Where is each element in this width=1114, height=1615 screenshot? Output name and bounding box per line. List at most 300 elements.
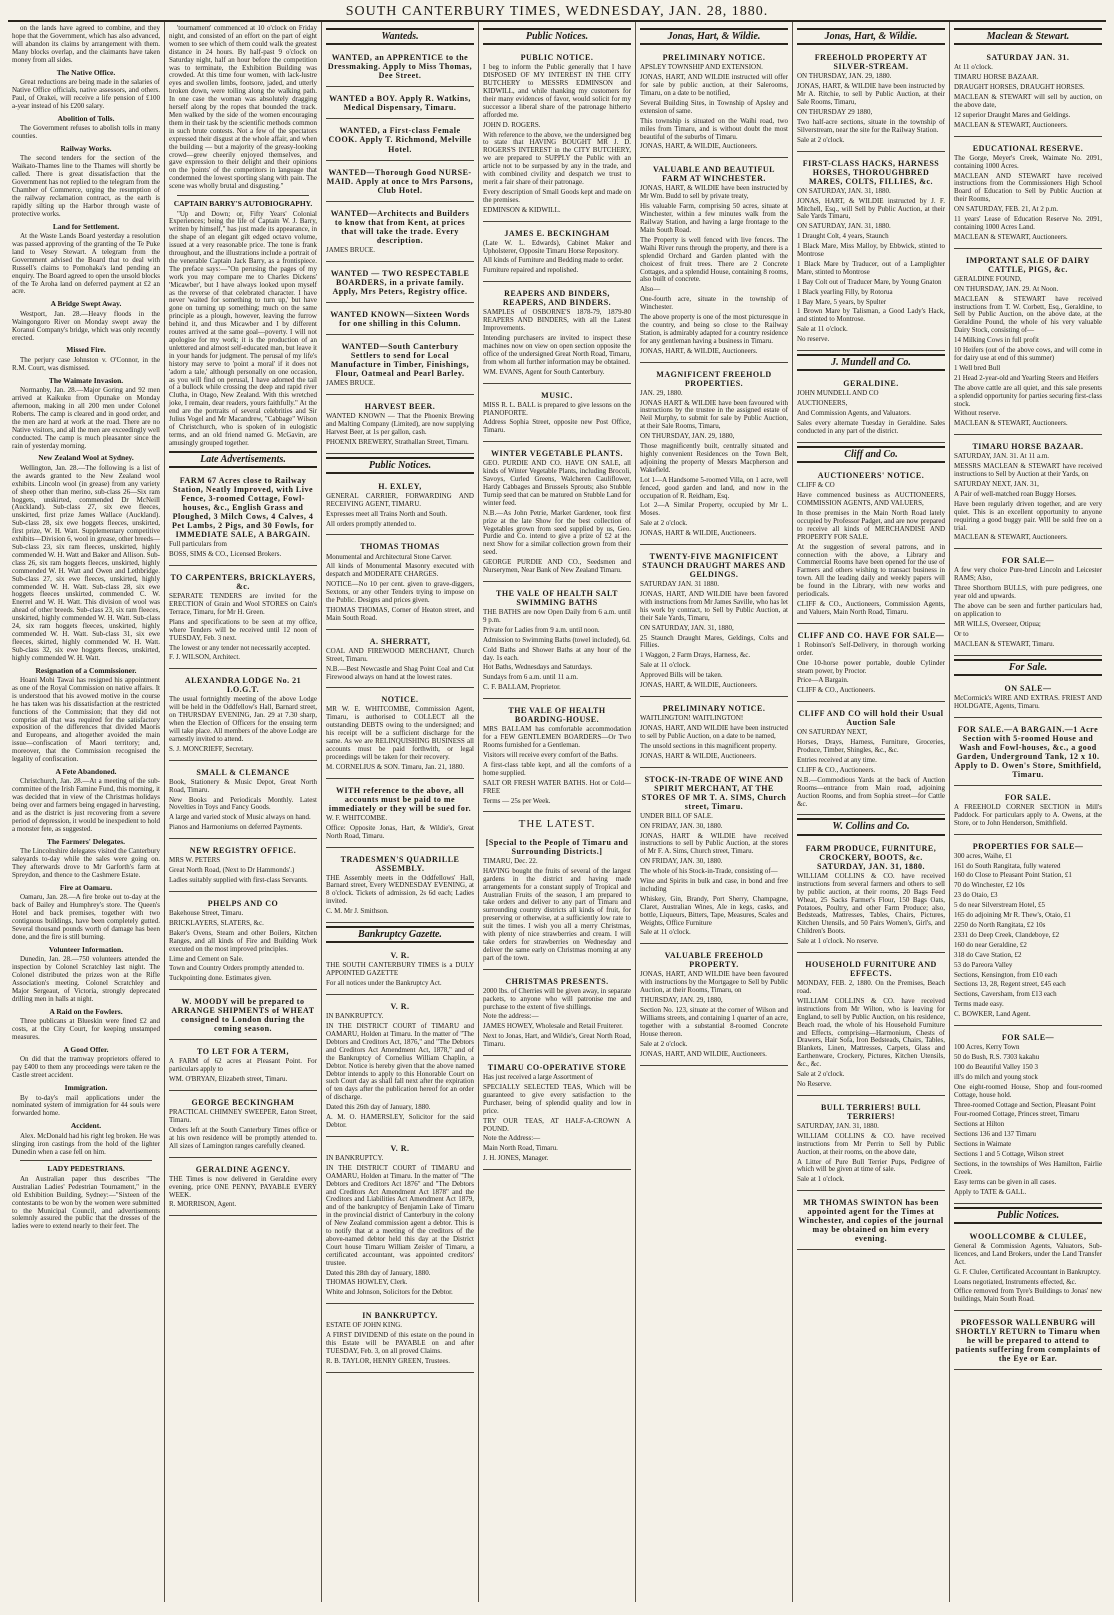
ad-text: THOMAS HOWLEY, Clerk. xyxy=(326,1278,408,1287)
ad-text: The above property is one of the most picturesque in the country, and being so close to the Railway Station, is admirably adapted for a country residence for any gentleman having a business in Timaru. xyxy=(640,313,788,345)
ad-title: FARM 67 Acres close to Railway Station, Neatly Improved, with Live Fence, 3-roomed Cottage, Fowl-houses, &c., English Grass and Ploughed, 3 Milch Cows, 4 Calves, 4 Pet Lambs, 2 Pigs, and 30 Fowls, for IMMEDIATE SALE, A BARGAIN. xyxy=(172,475,314,540)
ad-text: AUCTIONEERS, xyxy=(797,399,848,408)
advertisement xyxy=(954,552,1102,655)
ad-text: 1 Brown Mare by Talisman, a Good Lady's Hack, and stinted to Montrose. xyxy=(797,307,945,324)
ad-text: IN BANKRUPTCY. xyxy=(326,1153,384,1162)
advertisement xyxy=(326,49,474,87)
ad-text: JONAS, HART, AND WILDIE have been favoured with instructions by the Mortgagee to Sell by Public Auction, at their Rooms, Timaru, on xyxy=(640,970,788,995)
ad-text: Have commenced business as AUCTIONEERS, COMMISSION AGENTS, AND VALUERS, xyxy=(797,491,945,508)
ad-text: MESSRS MACLEAN & STEWART have received instructions to Sell by Auction at their Yards, on xyxy=(954,462,1102,479)
advertisement xyxy=(797,705,945,815)
ad-text: Four-roomed Cottage, Princes street, Timaru xyxy=(954,1110,1080,1119)
ad-title: EDUCATIONAL RESERVE. xyxy=(972,143,1084,153)
ad-text: MONDAY, FEB. 2, 1880. On the Premises, Beach road. xyxy=(797,979,945,995)
ad-text: Sections, in the townships of Wes Hamilton, Fairlie Creek. xyxy=(954,1159,1102,1176)
ad-text: PHOENIX BREWERY, Strathallan Street, Timaru. xyxy=(326,437,469,446)
column-heading: Public Notices. xyxy=(483,28,631,45)
ad-text: Book, Stationery & Music Depot, Great North Road, Timaru. xyxy=(169,777,317,794)
ad-text: HAVING bought the fruits of several of the largest gardens in the district and having made arrangements for a constant supply of Tropical and Australian Fruits of the season, I am prepared to take orders and deliver to any part of Timaru and surrounding country districts all kinds of fruit, for preserving or otherwise, at a sufficiently low rate to suit the times. I wish you all a merry Christmas, with plenty of nice strawberries and cream. I will take orders for strawberries on Wednesday and deliver the same early on Christmas morning at any part of the town. xyxy=(483,866,631,962)
ad-text: 1 Black Mare by Traducer, out of a Lamplighter Mare, stinted to Montrose xyxy=(797,259,945,276)
advertisement xyxy=(326,122,474,160)
ad-text: MACLEAN & STEWART have received instructions from T. W. Corbett, Esq., Geraldine, to Sell by Public Auction, on the above date, at the Geraldine Pound, the whole of his very valuable Dairy Stock, consisting of— xyxy=(954,294,1102,335)
ad-text: Hot Baths, Wednesdays and Saturdays. xyxy=(483,663,593,672)
ad-text: WM. O'BRYAN, Elizabeth street, Timaru. xyxy=(169,1075,288,1084)
ad-text: 1 Bay Mare, 5 years, by Spulter xyxy=(797,297,887,306)
ad-text: Terms — 25s per Week. xyxy=(483,796,551,805)
column-1 xyxy=(8,22,165,1602)
ad-title: FOR SALE. xyxy=(1004,792,1052,802)
ad-text: ON SATURDAY, JAN. 31, 1880. xyxy=(797,186,891,195)
ad-text: ON THURSDAY 29 1880, xyxy=(797,107,873,116)
ad-text: JAMES HOWEY, Wholesale and Retail Fruiterer. xyxy=(483,1022,623,1031)
advertisement xyxy=(640,947,788,1065)
ad-text: A few very choice Pure-bred Lincoln and Leicester RAMS; Also, xyxy=(954,566,1102,583)
ad-title: NOTICE. xyxy=(381,695,419,705)
ad-text: Sale at 2 o'clock. xyxy=(640,1039,688,1048)
ad-text: MACLEAN & STEWART, Auctioneers. xyxy=(954,419,1068,428)
ad-text: SAMPLES of OSBORNE'S 1878-79, 1879-80 REAPERS AND BINDERS, with all the Latest Improvements. xyxy=(483,308,631,333)
ad-text: 21 Head 2-year-old and Yearling Steers and Heifers xyxy=(954,373,1099,382)
ad-title: MAGNIFICENT FREEHOLD PROPERTIES. xyxy=(656,369,772,388)
advertisement xyxy=(954,680,1102,718)
ad-text: Office: Opposite Jonas, Hart, & Wildie's, Great North Road, Timaru. xyxy=(326,823,474,840)
ad-text: JONAS, HART & WILDIE, Auctioneers. xyxy=(640,751,757,760)
ad-text: Sundays from 6 a.m. until 11 a.m. xyxy=(483,673,579,682)
ad-title: TIMARU CO-OPERATIVE STORE xyxy=(487,1063,627,1073)
advertisement xyxy=(326,164,474,202)
advertisement xyxy=(169,895,317,990)
ad-text: A FIRST DIVIDEND of this estate on the pound in this Estate will be PAYABLE on and after TUESDAY, Feb. 3, on all proved Claims. xyxy=(326,1331,474,1356)
ad-text: TIMARU HORSE BAZAAR. xyxy=(954,73,1039,82)
article-paragraph: Christchurch, Jan. 28.—At a meeting of the sub-committee of the Irish Famine Fund, this morning, it was decided that in view of the Christmas holidays being over and farmers being engaged in harvesting, and as the district is just recovering from a severe period of depression, it would be inexpedient to hold a monster fete, as suggested. xyxy=(12,777,160,833)
ad-title: V. R. xyxy=(390,1002,410,1012)
column-heading: W. Collins and Co. xyxy=(797,818,945,835)
advertisement xyxy=(326,398,474,454)
ad-text: WILLIAM COLLINS & CO. have received instructions from Mr Wilton, who is leaving for England, to sell by Public Auction, on his residence, Beach road, the whole of his Household Furniture and Effects, comprising—Harmonium, Chests of Drawers, Hair Sofa, Iron Bedsteads, Chairs, Tables, Blankets, Linen, Mattresses, Carpets, Glass and Earthenware, Crockery, Pictures, Kitchen Utensils, &c., &c. xyxy=(797,996,945,1069)
ad-text: Full particulars from xyxy=(169,540,227,549)
advertisement xyxy=(169,672,317,760)
ad-title: TRADESMEN'S QUADRILLE ASSEMBLY. xyxy=(340,854,460,873)
advertisement xyxy=(797,956,945,1096)
ad-text: THOMAS THOMAS, Corner of Heaton street, and Main South Road. xyxy=(326,605,474,622)
ad-title: VALUABLE AND BEAUTIFUL FARM AT WINCHESTER. xyxy=(653,165,775,184)
ad-text: The Property is well fenced with live fences. The Waihi River runs through the property, and there is a splendid Orchard and Garden planted with the choicest of fruit trees. There are 2 Concrete Cottages, and a splendid House, containing 8 rooms, also built of concrete. xyxy=(640,235,788,284)
ad-text: EDMINSON & KIDWILL. xyxy=(483,205,561,214)
advertisement xyxy=(954,438,1102,549)
ad-text: THE SOUTH CANTERBURY TIMES is a DULY APPOINTED GAZETTE xyxy=(326,961,474,978)
section-heading: A Good Offer. xyxy=(63,1044,109,1054)
advertisement xyxy=(326,947,474,995)
ad-text: At 11 o'clock. xyxy=(954,63,993,72)
ad-text: N.B.—Best Newcastle and Shag Point Coal and Cut Firewood always on hand at the lowest rates. xyxy=(326,664,474,681)
advertisement xyxy=(483,445,631,582)
ad-text: IN THE DISTRICT COURT of TIMARU and OAMARU, Holden at Timaru. In the matter of "The Debtors and Creditors Act 1876" and "The Debtors and Creditors Act Amendment Act 1878" and the Creditors and Liabilities Act Amendment Act 1879, and of the bankruptcy of Benjamin Lake of Timaru in the provincial district of Canterbury in the colony of New Zealand commission agent a debtor. This is to notify that at a meeting of the creditors of the above-named debtor held this day at the District Court house Timaru William Zeisler of Timaru, a certificated accountant, was appointed creditors' trustee. xyxy=(326,1163,474,1267)
ad-text: The above can be seen and further particulars had, on application to xyxy=(954,601,1102,618)
ad-text: 2250 do North Rangitata, £2 10s xyxy=(954,920,1046,929)
advertisement xyxy=(483,1059,631,1170)
ad-title: PUBLIC NOTICE. xyxy=(520,53,594,63)
ad-text: ON SATURDAY NEXT, xyxy=(797,728,867,737)
ad-text: Next to Jonas, Hart, and Wildie's, Great North Road, Timaru. xyxy=(483,1032,631,1049)
ad-text: One 10-horse power portable, double Cylinder steam power, by Proctor. xyxy=(797,658,945,675)
advertisement xyxy=(169,472,317,566)
advertisement xyxy=(797,1194,945,1250)
ad-text: MRS BALLAM has comfortable accommodation for a FEW GENTLEMEN BOARDERS—Or Two Rooms furnished for a Gentleman. xyxy=(483,725,631,750)
ad-text: C. F. BALLAM, Proprietor. xyxy=(483,683,561,692)
advertisement xyxy=(326,1307,474,1373)
advertisement xyxy=(483,973,631,1056)
ad-title: ON SALE— xyxy=(1004,683,1052,693)
advertisement xyxy=(640,161,788,362)
ad-text: SALT OR FRESH WATER BATHS. Hot or Cold—FREE xyxy=(483,778,631,795)
section-heading: The Farmers' Delegates. xyxy=(46,836,126,846)
advertisement xyxy=(483,387,631,443)
ad-text: Address Sophia Street, opposite new Post Office, Timaru. xyxy=(483,418,631,435)
ad-title: TWENTY-FIVE MAGNIFICENT STAUNCH DRAUGHT MARES AND GELDINGS. xyxy=(642,552,786,580)
ad-text: MISS R. L. BALL is prepared to give lessons on the PIANOFORTE. xyxy=(483,400,631,417)
ad-title: WANTED—South Canterbury Settlers to send for Local Manufacture in Timber, Finishings, Flour, Oatmeal and Pearl Barley. xyxy=(330,341,470,378)
section-heading: The Native Office. xyxy=(56,67,116,77)
advertisement xyxy=(326,478,474,536)
ad-title: V. R. xyxy=(390,951,410,961)
ad-text: G. F. Clulee, Certificated Accountant in Bankruptcy. xyxy=(954,1267,1101,1276)
ad-text: Private for Ladies from 9 a.m. until noon. xyxy=(483,625,600,634)
article-paragraph: By to-day's mail applications under the nominated system of immigration for 44 souls were forwarded home. xyxy=(12,1093,160,1118)
ad-text: ON FRIDAY, JAN. 30, 1880. xyxy=(640,821,723,830)
ad-text: A Pair of well-matched roan Buggy Horses. xyxy=(954,489,1077,498)
ad-title: PHELPS AND CO xyxy=(207,898,279,908)
ad-text: ON SATURDAY, JAN. 31, 1880, xyxy=(640,623,734,632)
ad-text: Visitors will receive every comfort of the Baths. xyxy=(483,750,618,759)
ad-text: 160 do Close to Pleasant Point Station, £1 xyxy=(954,871,1072,880)
ad-title: JAMES E. BECKINGHAM xyxy=(504,228,610,238)
article-paragraph: Great reductions are being made in the salaries of Native Office officials, native assessors, and others. Paul, of Orakei, will receive a life pension of £100 a-year instead of his £200 salary. xyxy=(12,78,160,110)
advertisement xyxy=(326,998,474,1137)
advertisement xyxy=(797,375,945,443)
column-heading: J. Mundell and Co. xyxy=(797,354,945,371)
section-heading: Missed Fire. xyxy=(66,345,106,355)
section-heading: Immigration. xyxy=(64,1083,108,1093)
ad-text: JONAS, HART, & WILDIE, Auctioneers. xyxy=(640,142,758,151)
ad-text: A. M. O. HAMERSLEY, Solicitor for the said Debtor. xyxy=(326,1113,474,1129)
advertisement xyxy=(169,1043,317,1091)
ad-text: C. BOWKER, Land Agent. xyxy=(954,1010,1031,1019)
article-paragraph: At the Waste Lands Board yesterday a resolution was passed approving of the granting of the Te Puke land to Vesey Stewart. A telegram from the Government advised the Board that to deal with Russell's claims to Pomohaka's land pending an enquiry. The Board agreed to open the unsold blocks of the Te Aroha land on deferred payment at £2 an acre. xyxy=(12,232,160,296)
ad-text: A FREEHOLD CORNER SECTION in Mill's Paddock. For particulars apply to A. Owens, at the Store, or to John Henderson, Smithfield. xyxy=(954,802,1102,827)
ad-title: FIRST-CLASS HACKS, HARNESS HORSES, THOROUGHBRED MARES, COLTS, FILLIES, &c. xyxy=(802,158,940,186)
ad-text: Note the Address:— xyxy=(483,1134,541,1143)
advertisement xyxy=(326,691,474,778)
article-paragraph: Dunedin, Jan. 28.—750 volunteers attended the inspection by Colonel Scratchley last night. The Colonel distributed the prizes won at the Rifle Association's meeting. Colonel Scratchley and Major Sergeaut, of Victoria, strongly deprecated drilling men in halls at night. xyxy=(12,955,160,1003)
ad-text: MR WILLS, Overseer, Otipua; xyxy=(954,619,1041,628)
ad-text: F. J. WILSON, Architect. xyxy=(169,653,241,662)
ad-title: NEW REGISTRY OFFICE. xyxy=(189,846,297,856)
ad-text: JONAS, HART & WILDIE, Auctioneers. xyxy=(640,529,757,538)
ad-text: Sections 136 and 137 Timaru xyxy=(954,1130,1037,1139)
article-paragraph: The Government refuses to abolish tolls in many counties. xyxy=(12,124,160,140)
ad-text: Lot 1—A Handsome 5-roomed Villa, on 1 acre, well fenced, good garden and land, and now in the occupation of R. Reidham, Esq. xyxy=(640,475,788,500)
ad-text: TRY OUR TEAS, AT HALF-A-CROWN A POUND. xyxy=(483,1116,631,1133)
ad-text: His valuable Farm, comprising 50 acres, situate at Winchester, within a few minutes walk from the Railway Station, and having a large frontage to the Main South Road. xyxy=(640,202,788,234)
ad-text: SATURDAY JAN. 31 1880. xyxy=(640,580,720,589)
ad-text: 100 Acres, Kerry Town xyxy=(954,1043,1020,1052)
ad-text: Approved Bills will be taken. xyxy=(640,671,723,680)
ad-text: Apply to TATE & GALL. xyxy=(954,1187,1027,1196)
ad-text: 25 Staunch Draught Mares, Geldings, Colts and Fillies. xyxy=(640,633,788,650)
ad-text: UNDER BILL OF SALE. xyxy=(640,811,713,820)
ad-text: Pianos and Harmoniums on deferred Payments. xyxy=(169,823,303,832)
advertisement xyxy=(326,1140,474,1304)
ad-text: Sale at 11 o'clock. xyxy=(640,661,691,670)
advertisement xyxy=(954,721,1102,786)
column-heading: Public Notices. xyxy=(954,1207,1102,1224)
ad-text: The Gorge, Meyer's Creek, Waimate No. 2091, containing 1000 Acres. xyxy=(954,153,1102,170)
ad-text: 1 Bay Colt out of Traducer Mare, by Young Gnaton xyxy=(797,277,942,286)
ad-text: Baker's Ovens, Steam and other Boilers, Kitchen Ranges, and all kinds of Fire and Building Work executed on the most improved principles. xyxy=(169,928,317,953)
ad-text: Entries received at any time. xyxy=(797,756,877,765)
ad-text: J. H. JONES, Manager. xyxy=(483,1154,549,1163)
ad-text: White and Johnson, Solicitors for the Debtor. xyxy=(326,1288,453,1297)
advertisement xyxy=(483,225,631,283)
ad-title: WANTED—Architects and Builders to know that from Kent, at prices that will take the trade. Every description. xyxy=(330,208,470,245)
ad-text: BOSS, SIMS & CO., Licensed Brokers. xyxy=(169,550,282,559)
ad-text: PRACTICAL CHIMNEY SWEEPER, Eaton Street, Timaru. xyxy=(169,1108,317,1125)
ad-text: Easy terms can be given in all cases. xyxy=(954,1177,1057,1186)
ad-text: I beg to inform the Public generally that I have DISPOSED OF MY INTEREST IN THE CITY BUTCHERY to MESSRS EDMINSON and KIDWILL, and while thanking my customers for their many evidences of favor, would solicit for my successor a liberal share of the patronage hitherto afforded me. xyxy=(483,63,631,119)
ad-text: Sale at 11 o'clock. xyxy=(640,928,691,937)
column-heading: Public Notices. xyxy=(326,457,474,474)
ad-text: Expresses meet all Trains North and South. xyxy=(326,509,448,518)
advertisement xyxy=(169,1161,317,1217)
ad-title: MR THOMAS SWINTON has been appointed agent for the Times at Winchester, and copies of the journal may be obtained on him every evening. xyxy=(798,1198,944,1244)
ad-text: 1 Waggon, 2 Farm Drays, Harness, &c. xyxy=(640,651,751,660)
advertisement xyxy=(954,838,1102,1026)
ad-text: MACLEAN & STEWART, Timaru. xyxy=(954,639,1055,648)
ad-title: GERALDINE. xyxy=(843,379,899,389)
ad-text: For all notices under the Bankruptcy Act. xyxy=(326,979,442,988)
column-7 xyxy=(950,22,1106,1602)
ad-text: WAITLINGTON! WAITLINGTON! xyxy=(640,714,744,723)
advertisement xyxy=(954,1029,1102,1204)
column-heading: Cliff and Co. xyxy=(797,446,945,463)
ad-text: ON THURSDAY, JAN. 29, 1880. xyxy=(797,72,892,81)
ad-text: No reserve. xyxy=(797,335,830,344)
ad-text: With reference to the above, we the undersigned beg to state that HAVING BOUGHT MR J. D. ROGERS'S INTEREST in the CITY BUTCHERY, we are prepared to SUPPLY the Public with an article not to be surpassed by any in the trade, and with combined civility and despatch we trust to merit a fair share of their patronage. xyxy=(483,130,631,187)
ad-text: Three-roomed Cottage and Section, Pleasant Point xyxy=(954,1100,1096,1109)
advertisement xyxy=(169,764,317,839)
ad-text: 1 Black yearling Filly, by Rotorua xyxy=(797,287,893,296)
ad-title: FARM PRODUCE, FURNITURE, CROCKERY, BOOTS, &c. SATURDAY, JAN. 31, 1880. xyxy=(805,843,937,871)
advertisement xyxy=(640,366,788,545)
ad-title: PRELIMINARY NOTICE. xyxy=(662,53,766,63)
ad-text: JOHN D. ROGERS. xyxy=(483,120,541,129)
ad-text: The whole of his Stock-in-Trade, consisting of— xyxy=(640,867,778,876)
section-heading: A Raid on the Fowlers. xyxy=(49,1006,123,1016)
ad-text: WILLIAM COLLINS & CO. have received instructions from Mr Perrin to Sell by Public Auction, at their rooms, on the above date, xyxy=(797,1131,945,1156)
ad-text: GERALDINE FOUND, xyxy=(954,274,1022,283)
ad-text: MACLEAN AND STEWART have received instructions from the Commissioners High School Board of Education to Sell by Public Auction at their Rooms, xyxy=(954,171,1102,204)
ad-title: W. MOODY will be prepared to ARRANGE SHIPMENTS of WHEAT consigned to London during the coming season. xyxy=(171,997,315,1034)
ad-text: 50 do Bush, R.S. 7303 kakahu xyxy=(954,1052,1040,1061)
ad-text: Sale at 1 o'clock. No reserve. xyxy=(797,937,879,946)
ad-text: Terms made easy. xyxy=(954,1000,1004,1009)
ad-text: ON THURSDAY, JAN. 29, 1880, xyxy=(640,432,735,441)
ad-text: 11 years' Lease of Education Reserve No. 2091, containing 1000 Acres Land. xyxy=(954,215,1102,231)
ad-text: The lowest or any tender not necessarily accepted. xyxy=(169,643,311,652)
ad-text: ON FRIDAY, JAN. 30, 1880. xyxy=(640,857,723,866)
ad-text: 1 Well bred Bull xyxy=(954,363,1001,372)
ad-title: GERALDINE AGENCY. xyxy=(195,1164,291,1174)
ad-text: MACLEAN & STEWART, Auctioneers. xyxy=(954,232,1068,241)
ad-text: 5 do near Silverstream Hotel, £5 xyxy=(954,901,1045,910)
advertisement xyxy=(326,782,474,848)
ad-text: Sections 1 and 5 Cottage, Wilson street xyxy=(954,1150,1064,1159)
section-heading: Abolition of Tolls. xyxy=(57,113,115,123)
ad-text: S. J. MONCRIEFF, Secretary. xyxy=(169,744,254,753)
article-paragraph: The second tenders for the section of the Waikato-Thames line to the Thames will shortly be called. There is great dissatisfaction that the Government has not replied to the telegram from the Chamber of Commerce, urging the resumption of the railway reclamation contract, as the earth is rapidly silting up the Harbor through waste of protective works. xyxy=(12,154,160,218)
ad-text: Sections in Waimate xyxy=(954,1140,1012,1149)
ad-text: At the suggestion of several patrons, and in connection with the above, a Library and Commercial Rooms have been opened for the use of Farmers and others wishing to transact business in town. All the leading daily and weekly papers will be found in the Library, with new works and periodicals. xyxy=(797,542,945,599)
ad-text: Bakehouse Street, Timaru. xyxy=(169,908,244,917)
ad-title: H. EXLEY, xyxy=(378,481,422,491)
ad-text: THE Assembly meets in the Oddfellows' Hall, Barnard street, Every WEDNESDAY EVENING, at 8 o'clock. Tickets of admission, 2s 6d each; Ladies invited. xyxy=(326,873,474,906)
ad-text: Lot 2—A Similar Property, occupied by Mr L. Moses. xyxy=(640,501,788,518)
ad-title: PRELIMINARY NOTICE. xyxy=(662,704,766,714)
ad-text: Whiskey, Gin, Brandy, Port Sherry, Champagne, Claret, Australian Wines, Ale in kegs, casks, and bottle, Liqueurs, Bitters, Tape, Measures, Scales and Weights, Office Furniture xyxy=(640,894,788,927)
article-paragraph: Alex. McDonald had his right leg broken. He was slinging iron castings from the hold of the lighter Dunedin when a case fell on him. xyxy=(12,1131,160,1156)
advertisement xyxy=(169,1094,317,1158)
ad-text: N.B.—As John Petrie, Market Gardener, took first prize at the late Show for the best collection of Vegetables grown from seed supplied by us, Geo. Purdie and Co. intend to give a prize of £2 at the next Show for a similar collection grown from their seed. xyxy=(483,508,631,557)
ad-text: Admission to Swimming Baths (towel included), 6d. xyxy=(483,635,631,644)
ad-text: 70 do Winchester, £2 10s xyxy=(954,881,1025,890)
ad-title: STOCK-IN-TRADE OF WINE AND SPIRIT MERCHANT, AT THE STORES OF MR T. A. SIMS, Church street, Timaru. xyxy=(641,774,787,811)
section-heading: A Bridge Swept Away. xyxy=(50,299,122,309)
ad-text: CLIFF & CO., Auctioneers. xyxy=(797,765,876,774)
ad-text: MACLEAN & STEWART, Auctioneers. xyxy=(954,120,1068,129)
column-3 xyxy=(322,22,479,1602)
ad-text: In those premises in the Main North Road lately occupied by Professor Padget, and are now prepared to receive all kinds of MERCHANDISE AND PROPERTY FOR SALE. xyxy=(797,509,945,541)
ad-text: JONAS HART & WILDIE have been favoured with instructions by the trustee in the assigned estate of Neil Murphy, to submit for sale by Public Auction, at their Sale Rooms, Timaru, xyxy=(640,398,788,431)
advertisement xyxy=(326,338,474,395)
ad-text: Also— xyxy=(640,285,661,294)
ad-text: JONAS, HART, & WILDIE have been instructed by Mr A. Ritchie, to sell by Public Auction, at their Sale Rooms, Timaru, xyxy=(797,82,945,107)
article-paragraph: An Australian paper thus describes "The Australian Ladies' Pedestrian Tournament," in the old Exhibition Building, Sydney:—"Sixteen of the contestants to be won by the women were submitted to the Municipal Council, and advertisements solemnly assured the public that the dresses of the ladies were to extend nearly to their feet. The xyxy=(12,1174,160,1231)
ad-text: GENERAL CARRIER, FORWARDING AND RECEIVING AGENT, TIMARU. xyxy=(326,491,474,508)
ad-title: FOR SALE— xyxy=(1001,1033,1055,1043)
ad-text: No Reserve. xyxy=(797,1079,832,1088)
ad-text: General & Commission Agents, Valuators, Sub-licences, and Land Brokers, under the Land Transfer Act. xyxy=(954,1241,1102,1266)
ad-text: Sale at 2 o'clock. xyxy=(797,135,845,144)
ad-text: JAN. 29, 1880. xyxy=(640,388,683,397)
advertisement xyxy=(797,49,945,151)
ad-text: Furniture repaired and repolished. xyxy=(483,266,579,275)
ad-text: JOHN MUNDELL AND CO xyxy=(797,389,879,398)
ad-text: THE Times is now delivered in Geraldine every evening, price ONE PENNY, PAYABLE EVERY WEEK. xyxy=(169,1174,317,1199)
divider xyxy=(20,1160,152,1161)
ad-text: 300 acres, Waihe, £1 xyxy=(954,851,1013,860)
ad-text: Price—A Bargain. xyxy=(797,676,849,685)
ad-text: Several Building Sites, in Township of Apsley and extension of same. xyxy=(640,98,788,115)
columns-container xyxy=(8,22,1106,1602)
ad-text: ill's do milch and young stock xyxy=(954,1072,1038,1081)
masthead: SOUTH CANTERBURY TIMES, WEDNESDAY, JAN. 28, 1880. xyxy=(8,0,1106,22)
ad-text: All orders promptly attended to. xyxy=(326,519,417,528)
section-heading: New Zealand Wool at Sydney. xyxy=(38,453,134,463)
ad-title: HOUSEHOLD FURNITURE AND EFFECTS. xyxy=(805,960,937,979)
article-paragraph: 'tournament' commenced at 10 o'clock on Friday night, and consisted of an effort on the part of eight women to see which of them could walk the greatest distance in 24 hours. By half-past 9 o'clock on Saturday night, half an hour before the competition was to terminate, the Exhibition Building was crowded. At this time four women, with lack-lustre eyes and swollen limbs, footsore, jaded, and utterly broken down, were toiling along the walking path. In one case the woman was absolutely dragging herself along by the ropes that bounded the track. Men walked by the side of the women encouraging them in their task by the scientific methods common in such brute contests. Not a few of the spectators expressed their disgust at the whole affair, and when the building — but a majority of the greasy-looking crowd—grew cheerily enjoyed themselves, and gave expression to their delight and their opinions on the 'points' of the competitors in language that condemned the lowest sporting slang with pain. The scene was wholly brutal and disgusting." xyxy=(169,24,317,191)
ad-text: APSLEY TOWNSHIP AND EXTENSION. xyxy=(640,63,763,72)
ad-text: SPECIALLY SELECTED TEAS, Which will be guaranteed to give every satisfaction to the Purchaser, being of splendid quality and low in price. xyxy=(483,1083,631,1115)
article-paragraph: Oamaru, Jan. 28.—A fire broke out to-day at the back of Bailey and Humphrey's store. The Queen's Hotel and back premises, together with two contiguous buildings, have been completely gutted. Several thousand pounds worth of damage has been done, and the fire is still burning. xyxy=(12,893,160,941)
ad-text: 1 Black Mare, Miss Malloy, by Ebbwick, stinted to Montrose xyxy=(797,242,945,259)
ad-title: FOR SALE.—A BARGAIN.—1 Acre Section with 5-roomed House and Wash and Fowl-houses, &c., a good Garden, Underground Tank, 12 x 10. Apply to D. Owen's Store, Smithfield, Timaru. xyxy=(954,724,1102,779)
ad-title: TIMARU HORSE BAZAAR. xyxy=(972,442,1084,452)
ad-text: A Litter of Pure Bull Terrier Pups, Pedigree of which will be given at time of sale. xyxy=(797,1157,945,1174)
ad-text: This township is situated on the Waihi road, two miles from Timaru, and is without doubt the most beautiful of the suburbs of Timaru. xyxy=(640,116,788,141)
ad-text: ON THURSDAY, JAN. 29. At Noon. xyxy=(954,284,1059,293)
ad-title: WOOLLCOMBE & CLULEE, xyxy=(969,1231,1087,1241)
article-paragraph: On did that the tramway proprietors offered to pay £400 to them any proceedings were taken re the Castle street accident. xyxy=(12,1055,160,1080)
ad-text: Dated this 28th day of January, 1880. xyxy=(326,1268,431,1277)
ad-title: HARVEST BEER. xyxy=(364,401,436,411)
ad-text: Lime and Cement on Sale. xyxy=(169,954,244,963)
ad-text: MACLEAN & STEWART will sell by auction, on the above date, xyxy=(954,93,1102,109)
ad-text: GEORGE PURDIE AND CO., Seedsmen and Nurserymen, Near Bank of New Zealand Timaru. xyxy=(483,558,631,575)
advertisement xyxy=(326,538,474,629)
ad-title: WANTED a BOY. Apply R. Watkins, Medical Dispensary, Timaru. xyxy=(329,94,471,113)
advertisement xyxy=(326,205,474,262)
ad-text: MR W. E. WHITCOMBE, Commission Agent, Timaru, is authorised to COLLECT all the outstanding DEBTS owing to the undersigned; and his receipt will be a sufficient discharge for the same. As we are RELINQUISHING BUSINESS all accounts must be paid forthwith, or legal proceedings will be taken for their recovery. xyxy=(326,705,474,761)
section-heading: Fire at Oamaru. xyxy=(59,882,113,892)
ad-text: W. F. WHITCOMBE. xyxy=(326,813,388,822)
ad-text: McCormick's WIRE AND EXTRAS. FRIEST AND HOLDGATE, Agents, Timaru. xyxy=(954,693,1102,710)
ad-text: Sale at 11 o'clock. xyxy=(797,325,848,334)
ad-title: FREEHOLD PROPERTY AT SILVER-STREAM. xyxy=(814,53,928,72)
ad-text: Intending purchasers are invited to inspect these machines now on view on open section opposite the office of the undersigned Great North Road, Timaru, from whom all further information may be obtained. xyxy=(483,334,631,366)
advertisement xyxy=(797,155,945,352)
column-2 xyxy=(165,22,322,1602)
advertisement xyxy=(169,842,317,892)
ad-text: Sections 13, 28, Regent street, £45 each xyxy=(954,980,1066,989)
ad-title: ALEXANDRA LODGE No. 21 I.O.G.T. xyxy=(184,676,302,695)
ad-text: JONAS, HART, AND WILDIE, Auctioneers. xyxy=(640,1049,767,1058)
ad-text: Wine and Spirits in bulk and case, in bond and free including xyxy=(640,877,788,893)
ad-text: Ladies suitably supplied with first-class Servants. xyxy=(169,876,308,885)
ad-title: BULL TERRIERS! BULL TERRIERS! xyxy=(820,1102,922,1121)
column-heading: Wanteds. xyxy=(326,28,474,45)
ad-text: WANTED KNOWN — That the Phoenix Brewing and Malting Company (Limited), are now supplying Harvest Beer, at 1s per gallon, cash. xyxy=(326,411,474,436)
ad-text: ON SATURDAY, JAN. 31, 1880. xyxy=(797,222,891,231)
ad-text: CLIFF & CO., Auctioneers. xyxy=(797,686,876,695)
article-paragraph: Normanby, Jan. 28.—Major Goring and 92 men arrived at Kaikuku from Opunake on Monday afternoon, making in all 200 men under Colonel Roberts. The camp is cleared and in good order, and the men are hard at work at the road. There are no Native visitors, and all the men are exceedingly well conducted. The camp is much pleasanter since the rain of yesterday morning. xyxy=(12,386,160,450)
ad-text: JONAS, HART, & WILDIE, Auctioneers. xyxy=(640,346,758,355)
ad-text: Every description of Small Goods kept and made on the premises. xyxy=(483,187,631,204)
ad-text: COAL AND FIREWOOD MERCHANT, Church Street, Timaru. xyxy=(326,646,474,663)
ad-text: 1 Robinson's Self-Delivery, in thorough working order. xyxy=(797,640,945,657)
ad-text: THE BATHS are now Open Daily from 6 a.m. until 9 p.m. xyxy=(483,608,631,624)
column-heading: Jonas, Hart, & Wildie. xyxy=(797,28,945,45)
advertisement xyxy=(169,569,317,669)
ad-text: Main North Road, Timaru. xyxy=(483,1144,558,1153)
ad-text: A large and varied stock of Music always on hand. xyxy=(169,813,311,822)
ad-text: NOTICE—No 10 per cent. given to grave-diggers, Sextons, or any other Tenders trying to impose on the Public. Designs and prices given. xyxy=(326,580,474,605)
ad-text: JONAS, HART, & WILDIE have been instructed by Mr Wm. Budd to sell by private treaty, xyxy=(640,184,788,201)
ad-text: R. B. TAYLOR, HENRY GREEN, Trustees. xyxy=(326,1356,451,1365)
ad-text: Orders left at the South Canterbury Times office or at his own residence will be promptly attended to. All sizes of Lamington ranges carefully cleaned. xyxy=(169,1125,317,1150)
ad-title: V. R. xyxy=(390,1143,410,1153)
advertisement xyxy=(797,467,945,624)
ad-text: WILLIAM COLLINS & CO. have received instructions from several farmers and others to sell by public auction, at their rooms, 20 Bags Feed Wheat, 25 Sacks Farmer's Flour, 150 Bags Oats, Potatoes, Poultry, and other Farm Produce; also, Bedsteads, Mattresses, Tables, Chairs, Pictures, Kitchen Utensils, and 50 Pairs Women's, Girl's, and Children's Boots. xyxy=(797,871,945,936)
